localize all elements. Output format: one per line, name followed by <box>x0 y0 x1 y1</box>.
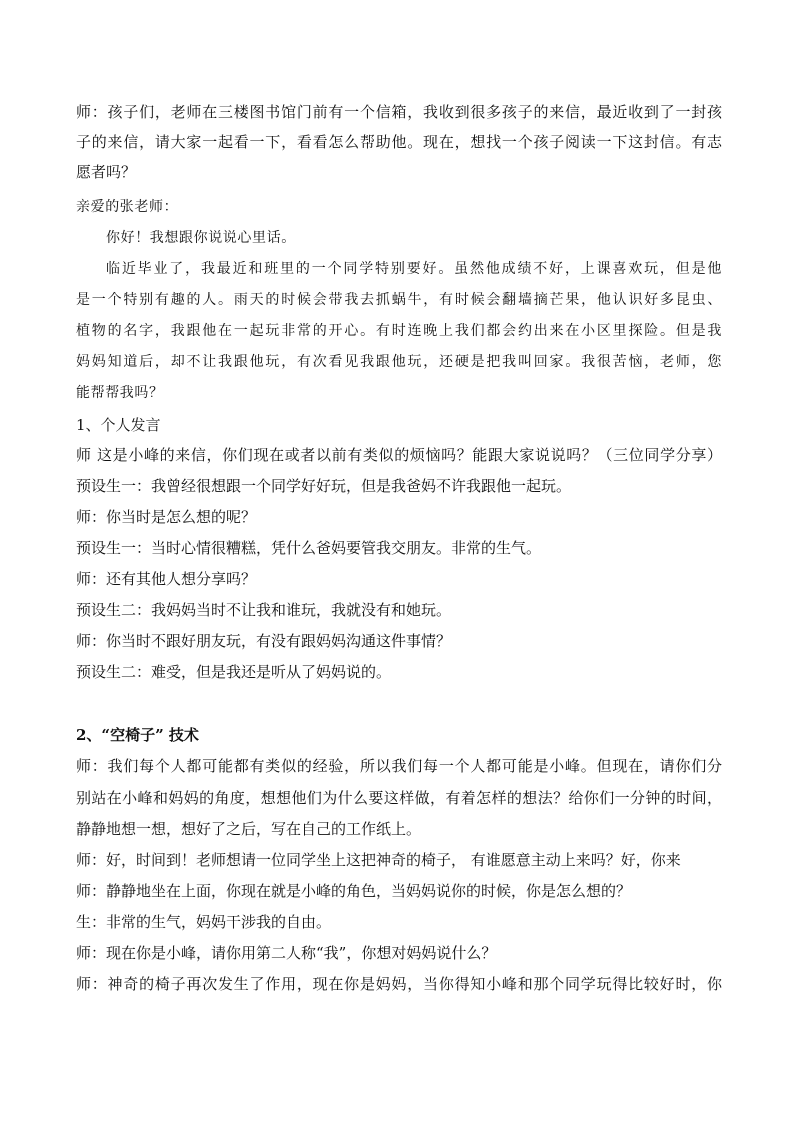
letter-body-line-5: 能帮帮我吗？ <box>76 385 164 401</box>
section-2-heading: 2、“空椅子” 技术 <box>76 726 199 744</box>
letter-body-line-3: 植物的名字，我跟他在一起玩非常的开心。有时连晚上我们都会约出来在小区里探险。但是我 <box>76 323 722 339</box>
section-1-line-8: 预设生二：难受，但是我还是听从了妈妈说的。 <box>76 663 392 681</box>
section-1-line-4: 预设生一：当时心情很糟糕，凭什么爸妈要管我交朋友。非常的生气。 <box>76 539 542 557</box>
section-1-line-3: 师：你当时是怎么想的呢？ <box>76 508 257 526</box>
intro-line-2: 子的来信，请大家一起看一下，看看怎么帮助他。现在，想找一个孩子阅读一下这封信。有志 <box>76 133 722 151</box>
section-2-line-1: 师：我们每个人都可能都有类似的经验，所以我们每一个人都可能是小峰。但现在，请你们分 <box>76 757 722 775</box>
letter-body-line-2: 是一个特别有趣的人。雨天的时候会带我去抓蜗牛，有时候会翻墙摘芒果，他认识好多昆虫、 <box>76 292 722 308</box>
section-2-line-6: 生：非常的生气，妈妈干涉我的自由。 <box>76 913 332 931</box>
letter-body-line-1: 临近毕业了，我最近和班里的一个同学特别要好。虽然他成绩不好，上课喜欢玩，但是他 <box>106 261 722 277</box>
section-2-line-8: 师：神奇的椅子再次发生了作用，现在你是妈妈，当你得知小峰和那个同学玩得比较好时，你 <box>76 975 722 993</box>
intro-line-3: 愿者吗？ <box>76 163 137 181</box>
section-1-line-7: 师：你当时不跟好朋友玩，有没有跟妈妈沟通这件事情？ <box>76 632 452 650</box>
section-2-line-7: 师：现在你是小峰，请你用第二人称“我”，你想对妈妈说什么？ <box>76 944 497 962</box>
section-1-line-6: 预设生二：我妈妈当时不让我和谁玩，我就没有和她玩。 <box>76 601 452 619</box>
section-2-line-5: 师：静静地坐在上面，你现在就是小峰的角色，当妈妈说你的时候，你是怎么想的？ <box>76 882 632 900</box>
section-1-line-5: 师：还有其他人想分享吗？ <box>76 570 257 588</box>
section-2-line-4: 师：好，时间到！老师想请一位同学坐上这把神奇的椅子， 有谁愿意主动上来吗？好，你来 <box>76 851 681 869</box>
section-1-line-2: 预设生一：我曾经很想跟一个同学好好玩，但是我爸妈不许我跟他一起玩。 <box>76 477 572 495</box>
letter-body-line-4: 妈妈知道后，却不让我跟他玩，有次看见我跟他玩，还硬是把我叫回家。我很苦恼，老师，您 <box>76 354 722 370</box>
section-1-heading: 1、个人发言 <box>76 416 161 434</box>
section-2-line-2: 别站在小峰和妈妈的角度，想想他们为什么要这样做，有着怎样的想法？给你们一分钟的时间， <box>76 789 722 807</box>
letter-greeting: 你好！我想跟你说说心里话。 <box>106 230 296 246</box>
intro-line-1: 师：孩子们，老师在三楼图书馆门前有一个信箱，我收到很多孩子的来信，最近收到了一封孩 <box>76 103 722 121</box>
section-2-line-3: 静静地想一想，想好了之后，写在自己的工作纸上。 <box>76 820 422 838</box>
letter-salutation: 亲爱的张老师： <box>76 199 179 215</box>
section-1-line-1: 师 这是小峰的来信，你们现在或者以前有类似的烦恼吗？能跟大家说说吗？（三位同学分享） <box>76 446 722 464</box>
